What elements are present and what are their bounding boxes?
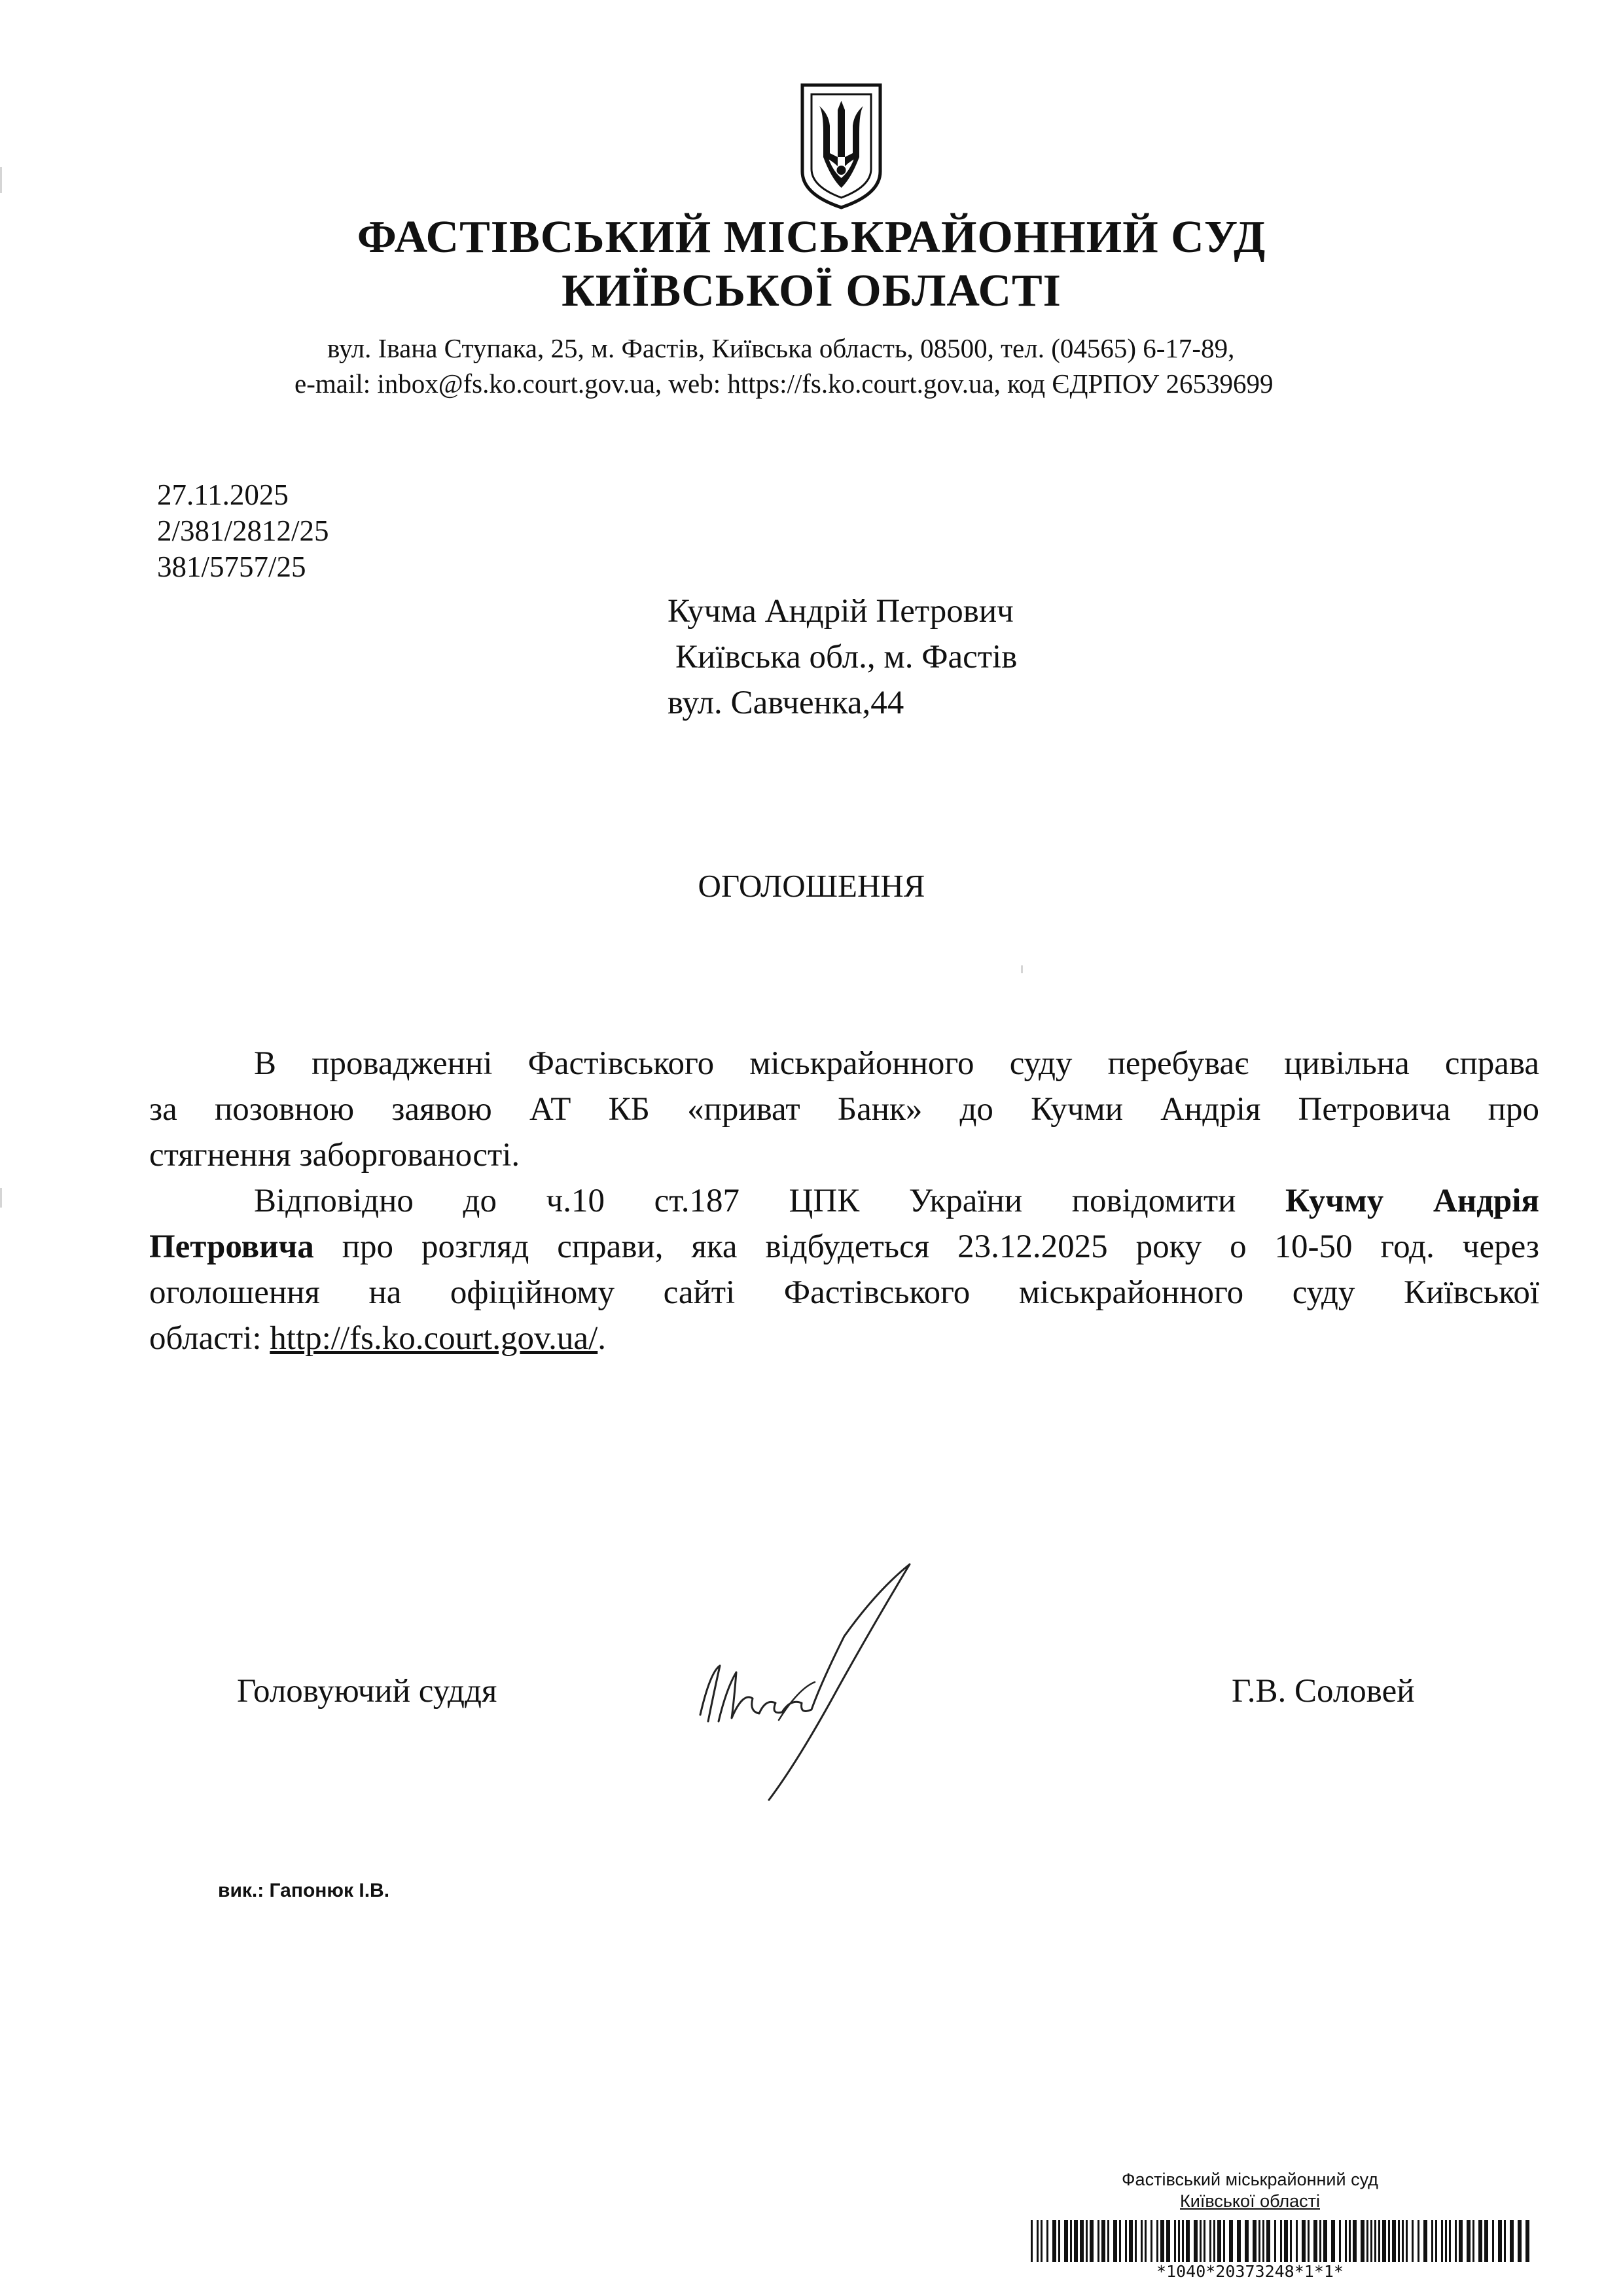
announcement-body — [149, 1041, 1539, 1361]
barcode-bar — [1200, 2220, 1202, 2262]
stamp-region-text: Київської області — [1180, 2191, 1320, 2211]
barcode-bar — [1467, 2220, 1471, 2262]
barcode-bar — [1119, 2220, 1121, 2262]
barcode-bar — [1156, 2220, 1158, 2262]
court-contacts: e-mail: inbox@fs.ko.court.gov.ua, web: https://fs.ko.court.gov.ua, код ЄДРПОУ 26539699 — [294, 368, 1274, 399]
body-line — [149, 1224, 1539, 1270]
body-line: оголошення на офіційному сайті Фастівського міськрайонного суду Київської — [149, 1274, 1539, 1311]
barcode-bar — [1141, 2220, 1143, 2262]
barcode-bar — [1150, 2220, 1152, 2262]
barcode-bar — [1217, 2220, 1221, 2262]
body-text: області: — [149, 1320, 270, 1357]
body-line — [149, 1316, 1539, 1361]
document-date: 27.11.2025 — [157, 478, 289, 511]
barcode-bar — [1412, 2220, 1414, 2262]
barcode-bar — [1031, 2220, 1033, 2262]
barcode-bar — [1135, 2220, 1137, 2262]
outgoing-number: 2/381/2812/25 — [157, 514, 329, 547]
barcode-bar — [1402, 2220, 1404, 2262]
barcode-bar — [1331, 2220, 1335, 2262]
barcode-bar — [1374, 2220, 1376, 2262]
barcode-bar — [1041, 2220, 1043, 2262]
barcode-bar — [1296, 2220, 1298, 2262]
barcode-bar — [1398, 2220, 1400, 2262]
body-text: . — [597, 1320, 606, 1357]
barcode-bar — [1308, 2220, 1310, 2262]
barcode-bar — [1209, 2220, 1211, 2262]
barcode-bar — [1370, 2220, 1372, 2262]
barcode-bar — [1441, 2220, 1443, 2262]
barcode-bar — [1274, 2220, 1276, 2262]
barcode-bar — [1070, 2220, 1072, 2262]
barcode-bar — [1361, 2220, 1364, 2262]
barcode-bar — [1046, 2220, 1048, 2262]
barcode-bar — [1455, 2220, 1457, 2262]
barcode-bar — [1194, 2220, 1198, 2262]
court-name-line2: КИЇВСЬКОЇ ОБЛАСТІ — [562, 266, 1061, 316]
barcode-bar — [1086, 2220, 1088, 2262]
barcode-bar — [1237, 2220, 1241, 2262]
court-address: вул. Івана Ступака, 25, м. Фастів, Київська область, 08500, тел. (04565) 6-17-89, — [327, 333, 1235, 363]
barcode-bar — [1435, 2220, 1437, 2262]
scan-mark — [0, 167, 2, 193]
court-website-link[interactable]: http://fs.ko.court.gov.ua/ — [270, 1320, 598, 1357]
barcode-bar — [1245, 2220, 1249, 2262]
body-line — [149, 1178, 1539, 1224]
barcode-bar — [1492, 2220, 1494, 2262]
barcode-bar — [1284, 2220, 1288, 2262]
barcode-bar — [1302, 2220, 1306, 2262]
barcode-bar — [1182, 2220, 1184, 2262]
executor-note: вик.: Гапонюк І.В. — [218, 1880, 390, 1901]
barcode-bar — [1037, 2220, 1039, 2262]
barcode-bar — [1290, 2220, 1292, 2262]
barcode-bar — [1472, 2220, 1474, 2262]
barcode-bar — [1418, 2220, 1419, 2262]
stamp-court-name: Фастівський міськрайонний суд — [1122, 2170, 1378, 2189]
barcode-bar — [1349, 2220, 1351, 2262]
barcode-bar — [1166, 2220, 1170, 2262]
barcode-bar — [1388, 2220, 1390, 2262]
barcode-bar — [1431, 2220, 1433, 2262]
scan-mark — [0, 1188, 2, 1208]
barcode-bar — [1080, 2220, 1084, 2262]
barcode-bar — [1353, 2220, 1357, 2262]
barcode-bar — [1058, 2220, 1060, 2262]
barcode-bar — [1113, 2220, 1117, 2262]
barcode-bar — [1518, 2220, 1522, 2262]
recipient-region: Київська обл., м. Фастів — [675, 639, 1018, 675]
ukraine-trident-icon — [797, 80, 885, 211]
barcode-bar — [1145, 2220, 1147, 2262]
barcode-bar — [1366, 2220, 1368, 2262]
stamp-region — [1021, 2191, 1479, 2212]
barcode-bar — [1459, 2220, 1463, 2262]
barcode-bar — [1064, 2220, 1068, 2262]
case-number: 381/5757/25 — [157, 550, 306, 583]
recipient-street: вул. Савченка,44 — [668, 685, 904, 721]
barcode-bar — [1101, 2220, 1105, 2262]
barcode-bar — [1178, 2220, 1180, 2262]
barcode-bar — [1125, 2220, 1127, 2262]
barcode — [1031, 2220, 1535, 2262]
barcode-bar — [1406, 2220, 1408, 2262]
barcode-bar — [1262, 2220, 1264, 2262]
barcode-bar — [1280, 2220, 1282, 2262]
barcode-bar — [1382, 2220, 1386, 2262]
barcode-bar — [1174, 2220, 1176, 2262]
body-line: В провадженні Фастівського міськрайонного суду перебуває цивільна справа — [254, 1045, 1539, 1082]
barcode-bar — [1423, 2220, 1427, 2262]
body-text: Відповідно до ч.10 ст.187 ЦПК України повідомити — [254, 1183, 1236, 1219]
barcode-bar — [1313, 2220, 1317, 2262]
body-text: про розгляд справи, яка відбудеться 23.12.2025 року о 10-50 год. через — [313, 1229, 1539, 1265]
barcode-bar — [1258, 2220, 1260, 2262]
barcode-bar — [1445, 2220, 1447, 2262]
barcode-bar — [1510, 2220, 1514, 2262]
barcode-bar — [1229, 2220, 1233, 2262]
barcode-bar — [1449, 2220, 1451, 2262]
barcode-bar — [1097, 2220, 1099, 2262]
defendant-name-cont: Петровича — [149, 1229, 314, 1265]
barcode-bar — [1074, 2220, 1078, 2262]
barcode-bar — [1223, 2220, 1225, 2262]
barcode-bar — [1052, 2220, 1056, 2262]
defendant-name: Кучму Андрія — [1285, 1183, 1540, 1219]
body-line: за позовною заявою АТ КБ «приват Банк» до Кучми Андрія Петровича про — [149, 1091, 1539, 1128]
barcode-bar — [1204, 2220, 1205, 2262]
barcode-bar — [1484, 2220, 1488, 2262]
barcode-text: *1040*20373248*1*1* — [1156, 2262, 1344, 2281]
barcode-bar — [1213, 2220, 1215, 2262]
barcode-bar — [1090, 2220, 1094, 2262]
barcode-bar — [1323, 2220, 1327, 2262]
barcode-bar — [1319, 2220, 1321, 2262]
body-line: стягнення заборгованості. — [149, 1137, 520, 1174]
barcode-bar — [1345, 2220, 1347, 2262]
announcement-heading: ОГОЛОШЕННЯ — [698, 868, 925, 904]
barcode-bar — [1107, 2220, 1109, 2262]
barcode-bar — [1392, 2220, 1396, 2262]
scan-mark — [1021, 965, 1023, 973]
barcode-bar — [1478, 2220, 1482, 2262]
barcode-bar — [1160, 2220, 1164, 2262]
barcode-bar — [1498, 2220, 1502, 2262]
barcode-bar — [1525, 2220, 1529, 2262]
court-name-line1: ФАСТІВСЬКИЙ МІСЬКРАЙОННИЙ СУД — [357, 212, 1266, 262]
barcode-bar — [1504, 2220, 1506, 2262]
barcode-bar — [1378, 2220, 1380, 2262]
recipient-name: Кучма Андрій Петрович — [668, 593, 1014, 630]
signature-role: Головуючий суддя — [237, 1673, 497, 1710]
handwritten-signature — [661, 1558, 1001, 1806]
barcode-bar — [1253, 2220, 1257, 2262]
barcode-bar — [1339, 2220, 1341, 2262]
judge-name: Г.В. Соловей — [1232, 1673, 1415, 1710]
barcode-bar — [1186, 2220, 1190, 2262]
barcode-bar — [1266, 2220, 1270, 2262]
barcode-bar — [1129, 2220, 1133, 2262]
